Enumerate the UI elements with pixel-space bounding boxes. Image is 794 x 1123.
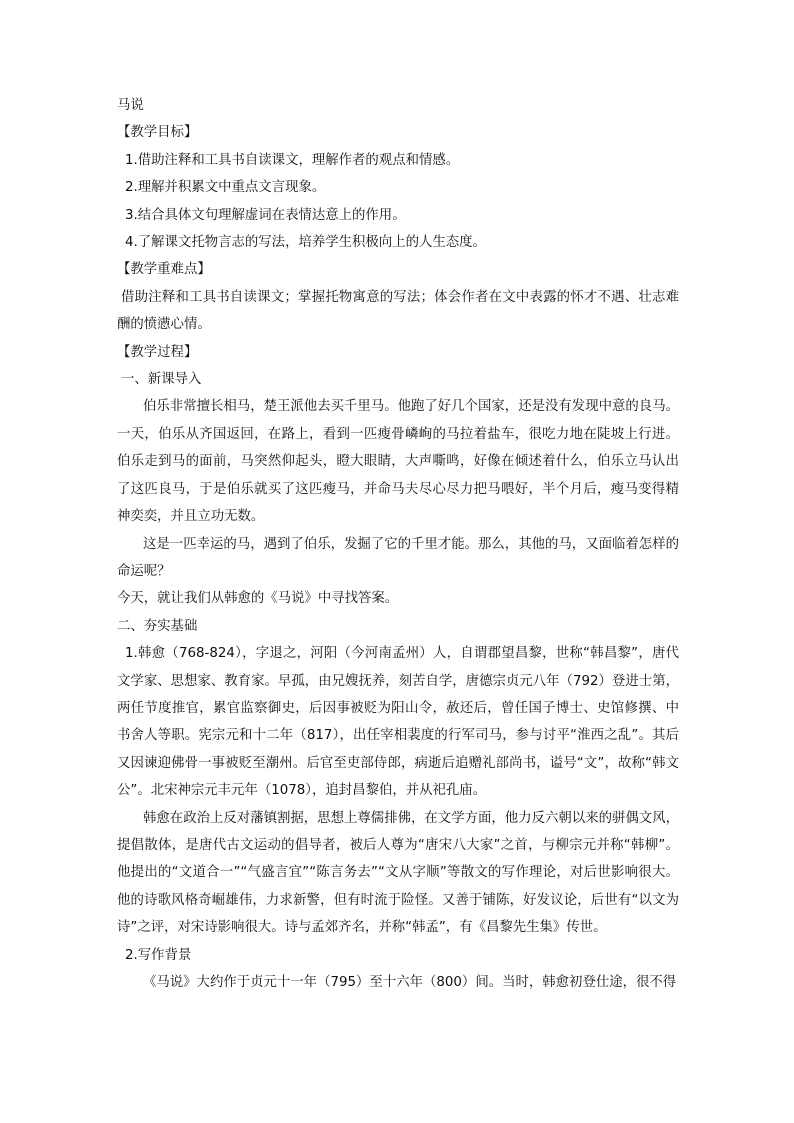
section1-paragraph-3: 今天，就让我们从韩愈的《马说》中寻找答案。 bbox=[117, 591, 399, 607]
goal-item-4: 4.了解课文托物言志的写法，培养学生积极向上的人生态度。 bbox=[125, 235, 486, 251]
key-points-heading: 【教学重难点】 bbox=[117, 262, 211, 278]
document-page bbox=[117, 92, 679, 996]
goal-item-1: 1.借助注释和工具书自读课文，理解作者的观点和情感。 bbox=[125, 152, 460, 168]
section2-subtitle: 2.写作背景 bbox=[125, 947, 192, 963]
process-heading: 【教学过程】 bbox=[117, 344, 198, 360]
section2-paragraph-3: 《马说》大约作于贞元十一年（795）至十六年（800）间。当时，韩愈初登仕途，很不得 bbox=[143, 975, 677, 990]
document-title: 马说 bbox=[117, 98, 144, 113]
section2-title: 二、夯实基础 bbox=[117, 618, 198, 634]
section2-paragraph-1: 1.韩愈（768-824），字退之，河阳（今河南孟州）人，自谓郡望昌黎，世称“韩昌黎”，唐代文学家、思想家、教育家。早孤，由兄嫂抚养，刻苦自学，唐德宗贞元八年（792）登进士第，两任节度推官，累官监察御史，后因事被贬为阳山令，赦还后，曾任国子博士、史馆修撰、中书舍人等职。宪宗元和十二年（817），出任宰相裴度的行军司马，参与讨平“淮西之乱”。其后又因谏迎佛骨一事被贬至潮州。后官至吏部侍郎，病逝后追赠礼部尚书，谥号“文”，故称“韩文公”。北宋神宗元丰元年（1078），追封昌黎伯，并从祀孔庙。 bbox=[117, 646, 679, 799]
key-points-text: 借助注释和工具书自读课文；掌握托物寓意的写法；体会作者在文中表露的怀才不遇、壮志难酬的愤懑心情。 bbox=[117, 289, 679, 333]
section2-paragraph-2: 韩愈在政治上反对藩镇割据，思想上尊儒排佛，在文学方面，他力反六朝以来的骈偶文风，提倡散体，是唐代古文运动的倡导者，被后人尊为“唐宋八大家”之首，与柳宗元并称“韩柳”。他提出的“文道合一”“气盛言宜”“陈言务去”“文从字顺”等散文的写作理论，对后世影响很大。他的诗歌风格奇崛雄伟，力求新警，但有时流于险怪。又善于铺陈，好发议论，后世有“以文为诗”之评，对宋诗影响很大。诗与孟郊齐名，并称“韩孟”，有《昌黎先生集》传世。 bbox=[117, 810, 679, 936]
goal-item-2: 2.理解并积累文中重点文言现象。 bbox=[125, 180, 326, 196]
section1-title: 一、新课导入 bbox=[121, 372, 202, 388]
section1-paragraph-1: 伯乐非常擅长相马，楚王派他去买千里马。他跑了好几个国家，还是没有发现中意的良马。一天，伯乐从齐国返回，在路上，看到一匹瘦骨嶙峋的马拉着盐车，很吃力地在陡坡上行进。伯乐走到马的面前，马突然仰起头，瞪大眼睛，大声嘶鸣，好像在倾述着什么，伯乐立马认出了这匹良马，于是伯乐就买了这匹瘦马，并命马夫尽心尽力把马喂好，半个月后，瘦马变得精神奕奕，并且立功无数。 bbox=[117, 399, 679, 525]
section1-paragraph-2: 这是一匹幸运的马，遇到了伯乐，发掘了它的千里才能。那么，其他的马，又面临着怎样的命运呢？ bbox=[117, 536, 679, 579]
goal-item-3: 3.结合具体文句理解虚词在表情达意上的作用。 bbox=[125, 207, 406, 223]
goals-heading: 【教学目标】 bbox=[117, 125, 198, 141]
